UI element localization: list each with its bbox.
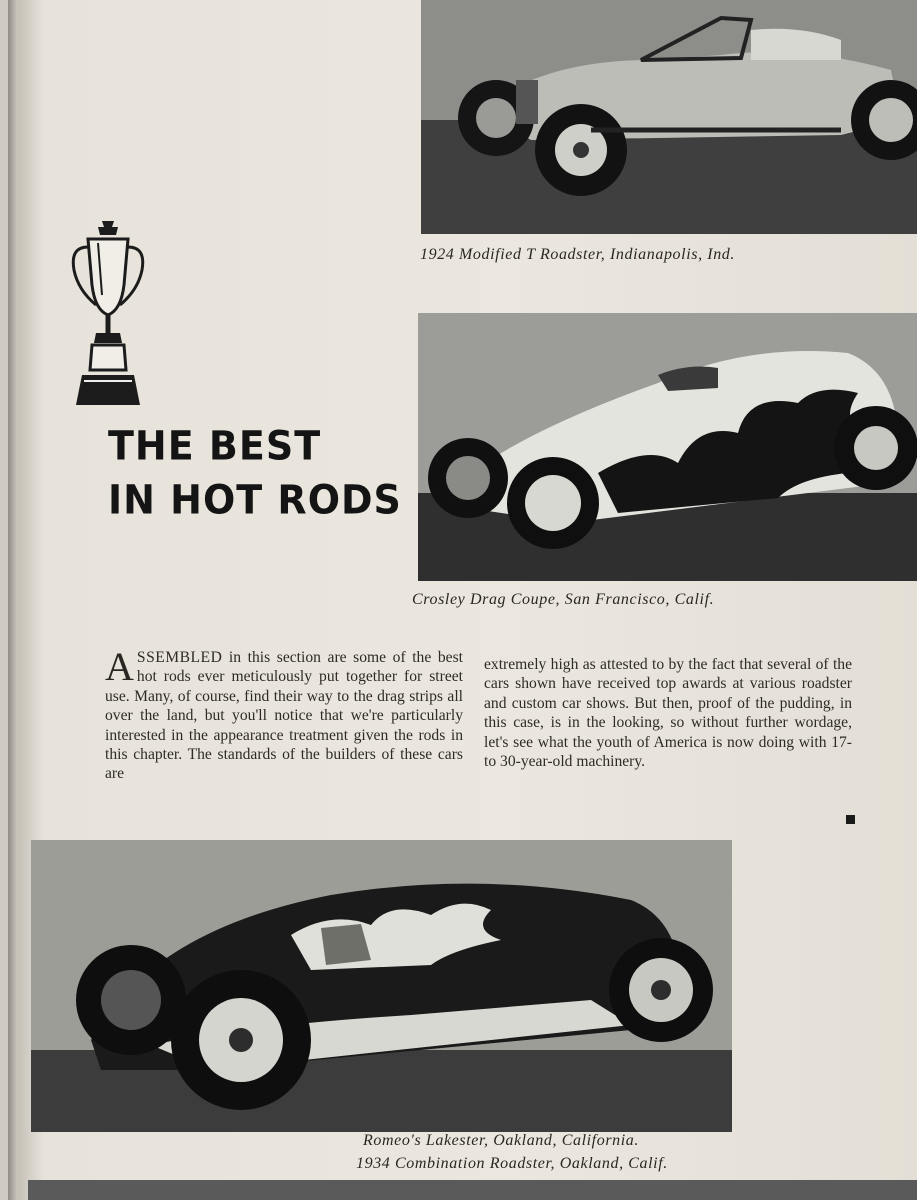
dropcap-letter: A xyxy=(105,644,134,689)
lead-in-caps: SSEMBLED xyxy=(136,649,223,666)
article-title-line1: THE BEST xyxy=(108,422,322,470)
photo-crosley-drag-coupe xyxy=(418,313,917,581)
page-spine-shadow xyxy=(8,0,18,1200)
photo1-caption: 1924 Modified T Roadster, Indianapolis, Ind. xyxy=(420,246,735,263)
photo-romeos-lakester xyxy=(31,840,732,1132)
article-column-2 xyxy=(484,655,852,771)
column1-text: in this section are some of the best hot rods ever meticulously put together for street use. Many, of course, find their way to the drag strips all over the land, but you'll notice that we're particularly interested in the appearance treatment given the rods in this chapter. The standards of the builders of these cars are xyxy=(105,649,463,783)
trophy-icon xyxy=(66,215,150,415)
photo3-caption-line1: Romeo's Lakester, Oakland, California. xyxy=(363,1132,639,1149)
next-photo-edge xyxy=(28,1180,917,1200)
article-title-line2: IN HOT RODS xyxy=(108,476,402,524)
article-column-1 xyxy=(105,644,463,784)
magazine-page xyxy=(8,0,917,1200)
photo2-caption: Crosley Drag Coupe, San Francisco, Calif. xyxy=(412,591,715,608)
photo-modified-t-roadster xyxy=(421,0,917,234)
column2-text: extremely high as attested to by the fact that several of the cars shown have received top awards at various roadster and custom car shows. But then, proof of the pudding, in this case, is in the looking, so without further wordage, let's see what the youth of America is now doing with 17- to 30-year-old machinery. xyxy=(484,656,852,771)
photo3-caption-line2: 1934 Combination Roadster, Oakland, Calif. xyxy=(356,1155,668,1172)
end-of-article-mark xyxy=(846,815,855,824)
